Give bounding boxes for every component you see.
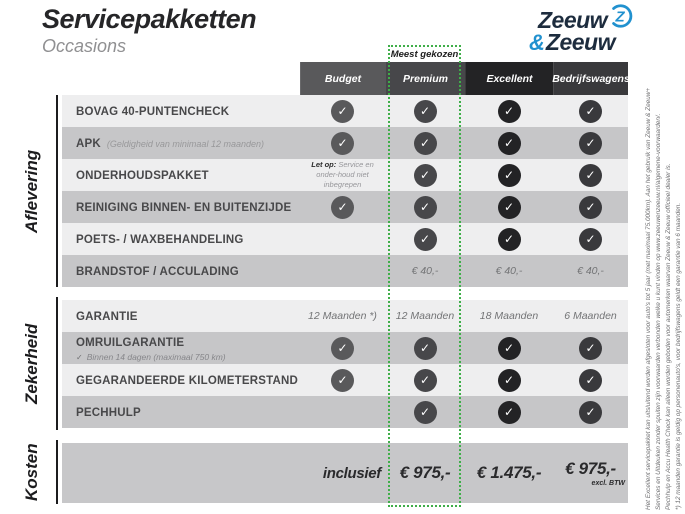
package-cell-bedrijfswagens <box>553 95 628 127</box>
package-cell-excellent <box>465 127 553 159</box>
feature-name: GARANTIE <box>76 310 138 323</box>
feature-name: OMRUILGARANTIE <box>76 336 185 349</box>
package-cell-budget <box>300 364 385 396</box>
package-cell-bedrijfswagens <box>553 300 628 332</box>
most-chosen-badge: Meest gekozen <box>390 49 459 60</box>
total-value: € 975,- <box>399 463 451 482</box>
feature-name: APK <box>76 137 101 150</box>
check-icon: ✓ <box>579 228 602 251</box>
package-cell-premium <box>385 396 465 428</box>
feature-name-line <box>76 134 300 152</box>
cell-value: 12 Maanden *) <box>308 310 377 322</box>
check-icon: ✓ <box>331 100 354 123</box>
total-note: excl. BTW <box>591 480 625 487</box>
feature-label-cell <box>62 223 300 255</box>
package-cell-premium <box>385 364 465 396</box>
svg-text:Z: Z <box>615 8 625 26</box>
package-cell-premium <box>385 332 465 364</box>
package-cell-premium <box>385 255 465 287</box>
column-header-premium: Premium <box>385 62 465 95</box>
package-cell-budget <box>300 95 385 127</box>
fineprint-line: Het Excellent servicepakket kan uitsluitend worden afgesloten voor auto's tot 5 jaar (met maximaal 75.000km). Aan het gebruik van Zeeuw & Zeeuw+ <box>645 87 653 510</box>
check-icon: ✓ <box>414 196 437 219</box>
table-row <box>62 223 628 255</box>
cell-note-emphasis: Let op: <box>311 160 339 170</box>
section-gap <box>62 287 628 300</box>
package-cell-bedrijfswagens <box>553 332 628 364</box>
check-icon: ✓ <box>579 196 602 219</box>
brand-logo <box>529 5 636 56</box>
table-row <box>62 95 628 127</box>
small-check-icon: ✓ <box>76 353 83 363</box>
column-header-excellent: Excellent <box>465 62 553 95</box>
table-row <box>62 300 628 332</box>
feature-name-line <box>76 403 300 421</box>
feature-subnote <box>76 353 300 363</box>
check-icon: ✓ <box>498 228 521 251</box>
cell-note <box>300 160 385 189</box>
column-header-bedrijfswagens: Bedrijfswagens <box>553 62 628 95</box>
total-cell-excellent <box>553 459 628 487</box>
feature-name: BOVAG 40-PUNTENCHECK <box>76 105 230 118</box>
page-subtitle: Occasions <box>42 36 127 56</box>
check-icon: ✓ <box>414 164 437 187</box>
fineprint-line: Services en Uitdeuken zonder spuiten zijn voorwaarden verbonden welke u kunt vinden op www.zeeuwenzeeuw.nl/algemene-voorwaarden/. <box>655 113 663 510</box>
header-spacer <box>62 62 300 95</box>
check-icon: ✓ <box>414 337 437 360</box>
package-cell-bedrijfswagens <box>553 191 628 223</box>
package-cell-excellent <box>465 332 553 364</box>
title-block <box>42 4 256 57</box>
package-cell-premium <box>385 95 465 127</box>
package-cell-excellent <box>465 396 553 428</box>
fineprint-line: *) 12 maanden garantie is geldig op personenauto's, voor bedrijfswagens geldt een garantie van 6 maanden. <box>675 202 683 510</box>
package-cell-excellent <box>465 223 553 255</box>
check-icon: ✓ <box>414 401 437 424</box>
cell-value: € 40,- <box>411 265 439 277</box>
section-label-aflevering: Aflevering <box>22 149 41 233</box>
page-title: Servicepakketten <box>42 4 257 34</box>
package-cell-premium <box>385 191 465 223</box>
feature-name-line <box>76 166 300 184</box>
section-label-zekerheid: Zekerheid <box>22 323 41 404</box>
package-cell-excellent <box>465 364 553 396</box>
feature-label-cell <box>62 332 300 364</box>
table-row <box>62 159 628 191</box>
package-cell-excellent <box>465 300 553 332</box>
package-cell-premium <box>385 300 465 332</box>
check-icon: ✓ <box>331 196 354 219</box>
feature-name: GEGARANDEERDE KILOMETERSTAND <box>76 374 298 387</box>
feature-name-line <box>76 102 300 120</box>
package-cell-excellent <box>465 95 553 127</box>
section-divider-line <box>56 440 58 504</box>
check-icon: ✓ <box>414 132 437 155</box>
package-cell-bedrijfswagens <box>553 255 628 287</box>
section-divider-line <box>56 297 58 430</box>
feature-name: POETS- / WAXBEHANDELING <box>76 233 244 246</box>
package-cell-premium <box>385 127 465 159</box>
check-icon: ✓ <box>579 369 602 392</box>
package-cell-bedrijfswagens <box>553 396 628 428</box>
check-icon: ✓ <box>579 401 602 424</box>
check-icon: ✓ <box>498 164 521 187</box>
check-icon: ✓ <box>331 369 354 392</box>
feature-name: ONDERHOUDSPAKKET <box>76 169 209 182</box>
check-icon: ✓ <box>498 132 521 155</box>
feature-name-line <box>76 262 300 280</box>
feature-note: (Geldigheid van minimaal 12 maanden) <box>106 138 264 149</box>
column-header-budget: Budget <box>300 62 385 95</box>
logo-word-1: Zeeuw <box>538 6 608 33</box>
check-icon: ✓ <box>414 228 437 251</box>
check-icon: ✓ <box>331 132 354 155</box>
cell-value: 6 Maanden <box>564 310 617 322</box>
package-table <box>62 62 628 503</box>
table-row <box>62 396 628 428</box>
feature-name-line <box>76 307 300 325</box>
check-icon: ✓ <box>498 100 521 123</box>
check-icon: ✓ <box>579 100 602 123</box>
check-icon: ✓ <box>414 369 437 392</box>
feature-label-cell <box>62 95 300 127</box>
logo-ampersand: & <box>529 29 545 55</box>
package-cell-bedrijfswagens <box>553 127 628 159</box>
total-cell-premium <box>465 463 553 483</box>
total-cell-budget <box>385 463 465 483</box>
check-icon: ✓ <box>579 164 602 187</box>
check-icon: ✓ <box>579 337 602 360</box>
check-icon: ✓ <box>331 337 354 360</box>
check-icon: ✓ <box>498 369 521 392</box>
total-value: inclusief <box>322 464 381 482</box>
feature-label-cell <box>62 396 300 428</box>
package-cell-excellent <box>465 255 553 287</box>
feature-name: BRANDSTOF / ACCULADING <box>76 265 239 278</box>
package-cell-excellent <box>465 159 553 191</box>
package-cell-budget <box>300 255 385 287</box>
feature-name-line <box>76 333 300 351</box>
package-cell-budget <box>300 223 385 255</box>
package-cell-budget <box>300 332 385 364</box>
section-divider-line <box>56 95 58 287</box>
package-cell-budget <box>300 396 385 428</box>
feature-name: REINIGING BINNEN- EN BUITENZIJDE <box>76 201 292 214</box>
feature-label-cell <box>62 127 300 159</box>
feature-name-line <box>76 230 300 248</box>
package-cell-bedrijfswagens <box>553 223 628 255</box>
section-gap <box>62 428 628 443</box>
cell-value: 12 Maanden <box>395 310 455 322</box>
cell-note-text: Service en onder-houd niet inbegrepen <box>316 160 374 189</box>
feature-label-cell <box>62 300 300 332</box>
package-cell-budget <box>300 127 385 159</box>
feature-name: PECHHULP <box>76 406 141 419</box>
cell-value: € 40,- <box>495 265 523 277</box>
check-icon: ✓ <box>414 100 437 123</box>
package-cell-budget <box>300 191 385 223</box>
feature-name-line <box>76 198 300 216</box>
table-row <box>62 191 628 223</box>
feature-name-line <box>76 371 300 389</box>
feature-label-cell <box>62 364 300 396</box>
check-icon: ✓ <box>498 401 521 424</box>
table-header-row <box>62 62 628 95</box>
check-icon: ✓ <box>498 196 521 219</box>
feature-label-cell <box>62 191 300 223</box>
feature-label-cell <box>62 255 300 287</box>
cell-value: 18 Maanden <box>479 310 539 322</box>
table-row <box>62 127 628 159</box>
feature-subnote-text: Binnen 14 dagen (maximaal 750 km) <box>86 352 226 363</box>
fineprint-line: Pechhulp en Accu Health Check kan alleen worden geboden voor automerken waarvan Zeeuw & Zeeuw officieel dealer is. <box>665 163 673 510</box>
total-value: € 1.475,- <box>476 463 542 482</box>
package-cell-premium <box>385 223 465 255</box>
package-cell-bedrijfswagens <box>553 159 628 191</box>
check-icon: ✓ <box>579 132 602 155</box>
table-row <box>62 364 628 396</box>
check-icon: ✓ <box>498 337 521 360</box>
package-cell-budget <box>300 300 385 332</box>
total-cell-label <box>300 465 385 482</box>
table-row <box>62 255 628 287</box>
fineprint-disclaimer <box>644 4 684 510</box>
logo-word-2: Zeeuw <box>545 29 615 55</box>
table-row <box>62 332 628 364</box>
package-cell-premium <box>385 159 465 191</box>
total-value: € 975,- <box>565 459 616 478</box>
package-cell-budget <box>300 159 385 191</box>
package-cell-excellent <box>465 191 553 223</box>
cell-value: € 40,- <box>577 265 604 277</box>
package-cell-bedrijfswagens <box>553 364 628 396</box>
section-label-kosten: Kosten <box>22 443 41 501</box>
feature-label-cell <box>62 159 300 191</box>
totals-row <box>62 443 628 503</box>
